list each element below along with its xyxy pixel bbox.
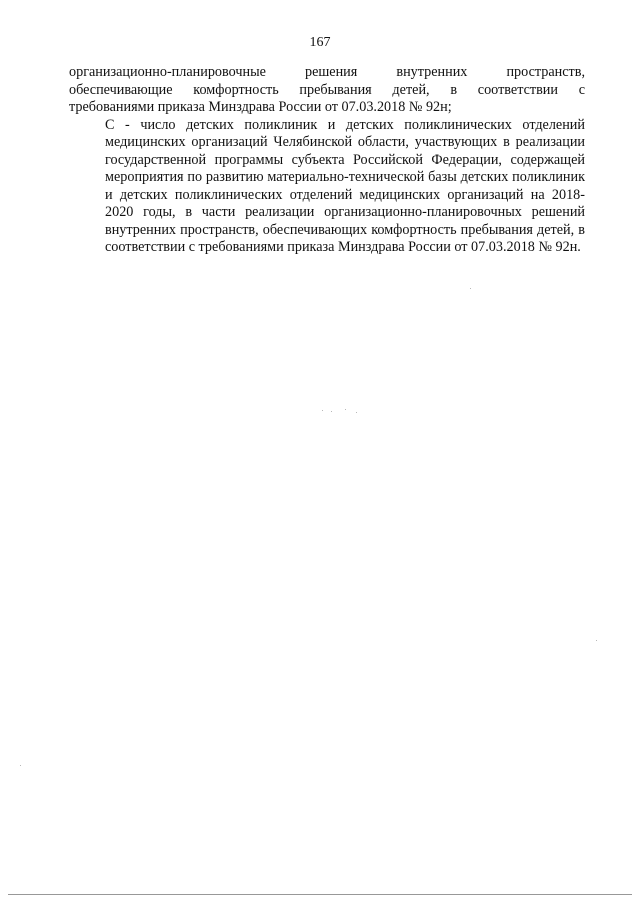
text-line: мероприятия по развитию материально-технической базы детских поликлиник: [105, 169, 585, 185]
document-body: [69, 64, 585, 257]
scan-speck: [345, 409, 346, 410]
scan-edge-line: [8, 894, 632, 895]
page-number: 167: [309, 35, 331, 50]
scan-speck: [470, 288, 471, 289]
text-line: государственной программы субъекта Российской Федерации, содержащей: [105, 151, 585, 168]
text-line: организационно-планировочные решения внутренних пространств,: [69, 64, 585, 80]
scan-speck: [20, 765, 21, 766]
text-line: обеспечивающие комфортность пребывания детей, в соответствии с: [69, 81, 585, 98]
scan-speck: [356, 412, 357, 413]
text-line: и детских поликлинических отделений медицинских организаций на 2018-: [105, 186, 585, 203]
text-line: С - число детских поликлиник и детских поликлинических отделений: [105, 116, 585, 133]
text-line: соответствии с требованиями приказа Минздрава России от 07.03.2018 № 92н.: [105, 239, 581, 255]
paragraph-definition-c: [69, 117, 585, 257]
text-line: медицинских организаций Челябинской области, участвующих в реализации: [105, 134, 585, 150]
scan-speck: [322, 410, 323, 411]
scan-speck: [331, 411, 332, 412]
scan-speck: [596, 640, 597, 641]
text-line: 2020 годы, в части реализации организационно-планировочных решений: [105, 204, 585, 220]
text-line: внутренних пространств, обеспечивающих комфортность пребывания детей, в: [105, 221, 585, 238]
paragraph-organizational-solutions: [69, 64, 585, 117]
text-line: требованиями приказа Минздрава России от 07.03.2018 № 92н;: [69, 99, 452, 115]
